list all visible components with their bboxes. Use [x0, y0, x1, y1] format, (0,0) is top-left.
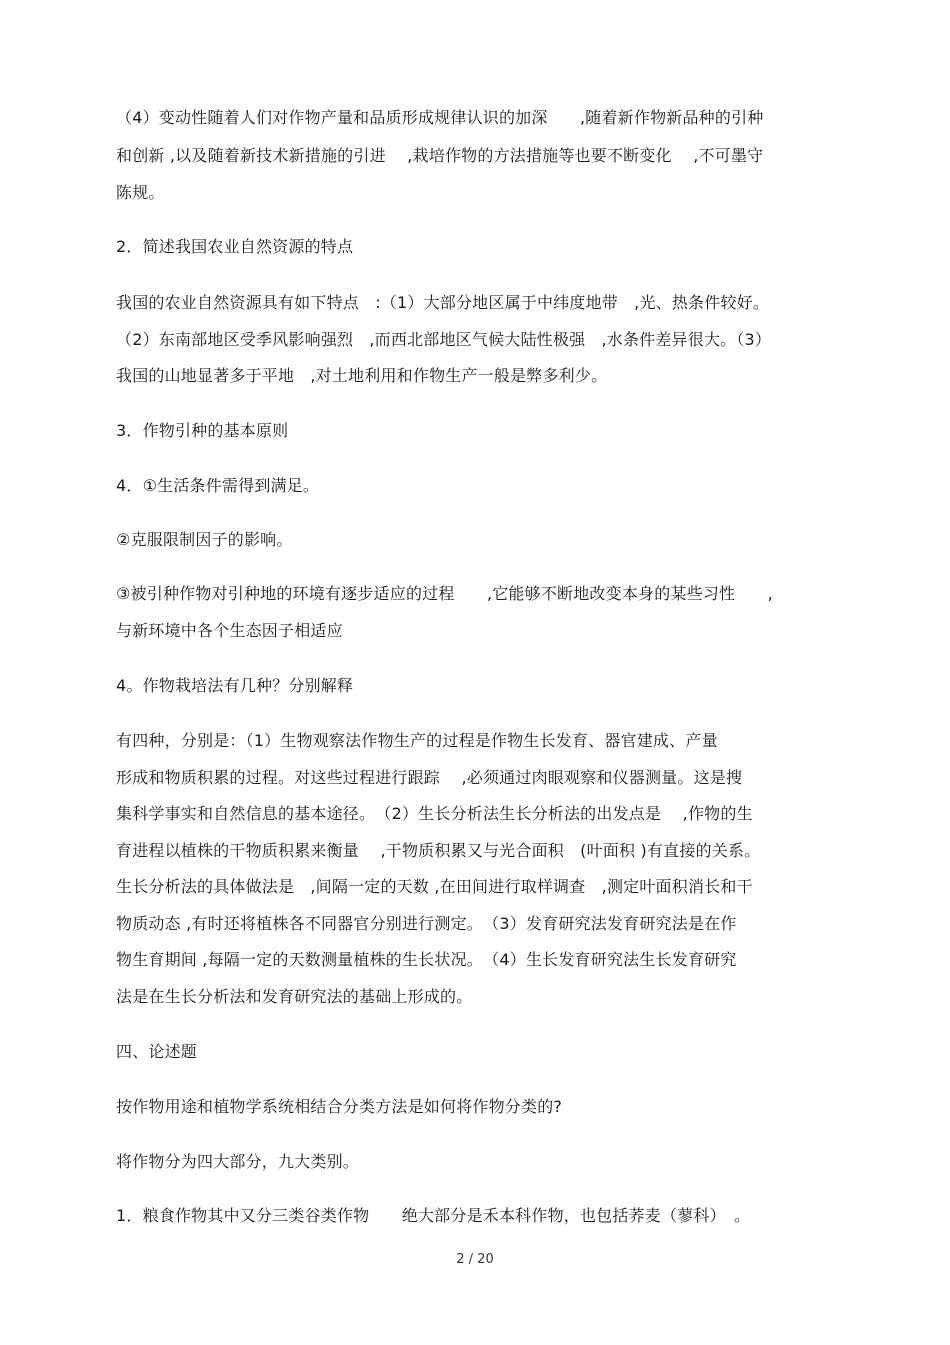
- section-heading: 4。作物栽培法有几种？分别解释: [116, 676, 354, 695]
- text-line: 生长分析法的具体做法是 ,间隔一定的天数 ,在田间进行取样调查 ,测定叶面积消长和干: [116, 877, 753, 896]
- text-line: 有四种，分别是：（1）生物观察法作物生产的过程是作物生长发育、器官建成、产量: [116, 731, 718, 750]
- text-line: 育进程以植株的干物质积累来衡量 ,干物质积累又与光合面积 (叶面积 )有直接的关系。: [116, 841, 761, 860]
- text-line: 按作物用途和植物学系统相结合分类方法是如何将作物分类的?: [116, 1097, 563, 1116]
- section-heading: 2．简述我国农业自然资源的特点: [116, 237, 354, 256]
- text-line: 1．粮食作物其中又分三类谷类作物 绝大部分是禾本科作物，也包括荞麦（蓼科） 。: [116, 1206, 751, 1225]
- text-line: ②克服限制因子的影响。: [116, 530, 293, 549]
- text-line: 物生育期间 ,每隔一定的天数测量植株的生长状况。 （4）生长发育研究法生长发育研究: [116, 950, 737, 969]
- page-number: 2 / 20: [456, 1252, 494, 1267]
- text-line: 和创新 ,以及随着新技术新措施的引进 ,栽培作物的方法措施等也要不断变化 ,不可墨守: [116, 146, 764, 165]
- text-line: 我国的农业自然资源具有如下特点 :（1）大部分地区属于中纬度地带 ,光、热条件较好。: [116, 293, 770, 312]
- text-line: 物质动态 ,有时还将植株各不同器官分别进行测定。 （3）发育研究法发育研究法是在作: [116, 914, 737, 933]
- text-line: 与新环境中各个生态因子相适应: [116, 621, 343, 640]
- text-line: 陈规。: [116, 183, 165, 202]
- text-line: 4．①生活条件需得到满足。: [116, 476, 320, 495]
- text-line: 法是在生长分析法和发育研究法的基础上形成的。: [116, 987, 473, 1006]
- text-line: （2）东南部地区受季风影响强烈 ,而西北部地区气候大陆性极强 ,水条件差异很大。（3）: [116, 330, 772, 349]
- text-line: 我国的山地显著多于平地 ,对土地利用和作物生产一般是弊多利少。: [116, 366, 608, 385]
- text-line: 将作物分为四大部分，九大类别。: [116, 1152, 360, 1171]
- section-heading: 3．作物引种的基本原则: [116, 421, 289, 440]
- text-line: 集科学事实和自然信息的基本途径。 （2）生长分析法生长分析法的出发点是 ,作物的生: [116, 804, 753, 823]
- text-line: 形成和物质积累的过程。对这些过程进行跟踪 ,必须通过肉眼观察和仪器测量。这是搜: [116, 768, 743, 787]
- text-line: （4）变动性随着人们对作物产量和品质形成规律认识的加深 ,随着新作物新品种的引种: [116, 108, 764, 127]
- section-heading: 四、论述题: [116, 1042, 198, 1061]
- text-line: ③被引种作物对引种地的环境有逐步适应的过程 ,它能够不断地改变本身的某些习性 ,: [116, 584, 773, 603]
